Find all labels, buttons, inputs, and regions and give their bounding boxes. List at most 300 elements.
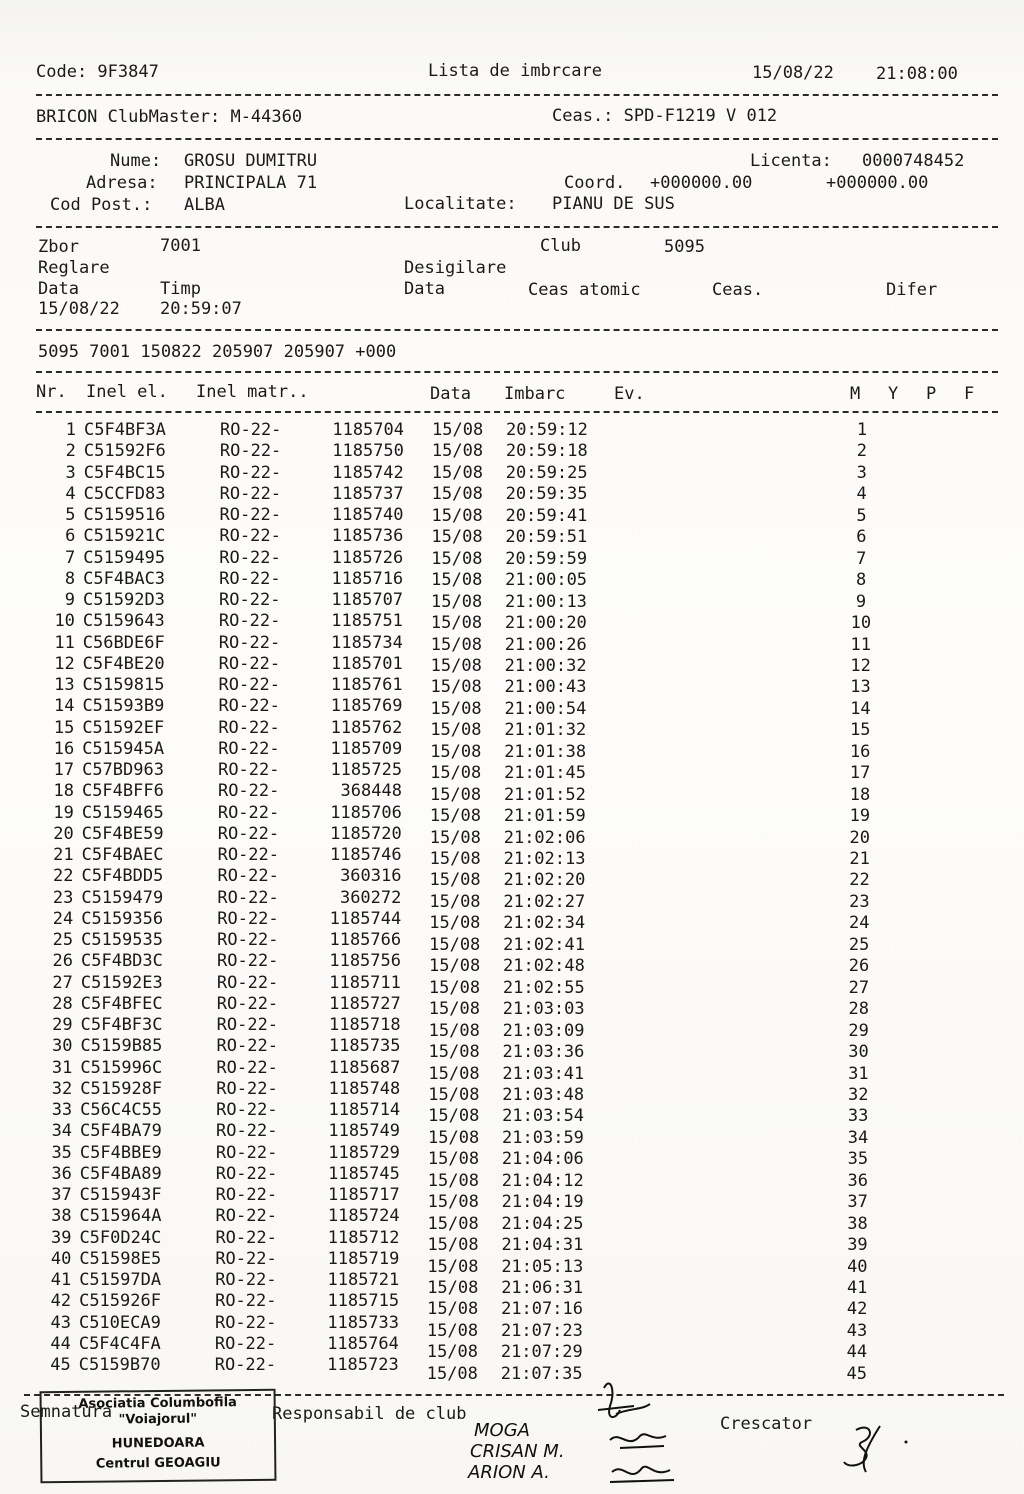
row-inel-matr: 1185709: [330, 738, 403, 759]
row-data: 15/08: [431, 462, 483, 483]
row-data: 15/08: [431, 441, 484, 462]
row-inel-prefix: RO-22-: [216, 972, 279, 993]
row-inel-prefix: RO-22-: [216, 1121, 278, 1142]
row-data: 15/08: [428, 1063, 480, 1084]
row-inel-matr: 1185749: [328, 1121, 401, 1142]
row-inel-prefix: RO-22-: [214, 1333, 277, 1354]
table-row: [0, 1333, 1024, 1363]
table-row: [0, 802, 1024, 827]
row-data: 15/08: [428, 1106, 480, 1127]
row-m: 12: [850, 655, 871, 676]
row-inel-el: C5F4BD3C: [81, 951, 163, 972]
row-inel-el: C51597DA: [79, 1270, 162, 1290]
divider: [36, 226, 998, 228]
row-nr: 24: [52, 908, 74, 929]
table-row: [0, 1312, 1024, 1341]
zbor-label: Zbor: [38, 237, 79, 257]
table-row: [0, 1355, 1024, 1384]
row-inel-matr: 1185762: [330, 717, 403, 738]
row-nr: 21: [53, 845, 74, 865]
row-m: 17: [849, 763, 871, 784]
row-nr: 25: [52, 930, 74, 950]
nume-value: GROSU DUMITRU: [184, 151, 318, 171]
col-ev: Ev.: [614, 384, 645, 404]
row-inel-matr: 1185706: [330, 802, 402, 823]
row-inel-matr: 1185735: [328, 1036, 401, 1057]
row-inel-el: C5159535: [81, 930, 163, 950]
table-row: [0, 1248, 1024, 1277]
signature-name-3: ARION A.: [468, 1462, 550, 1483]
table-row: [0, 718, 1024, 739]
row-inel-prefix: RO-22-: [219, 505, 281, 525]
row-inel-prefix: RO-22-: [217, 802, 280, 823]
row-inel-prefix: RO-22-: [219, 590, 281, 610]
row-data: 15/08: [428, 1020, 480, 1041]
row-imbarc-time: 21:07:23: [500, 1320, 583, 1341]
row-inel-matr: 1185740: [331, 505, 404, 525]
row-m: 7: [856, 548, 867, 569]
row-m: 4: [856, 484, 867, 505]
row-imbarc-time: 21:03:03: [502, 999, 585, 1020]
row-m: 43: [846, 1320, 868, 1341]
localitate-value: PIANU DE SUS: [552, 194, 675, 214]
row-data: 15/08: [426, 1342, 479, 1363]
row-nr: 16: [53, 738, 75, 759]
adresa-label: Adresa:: [86, 173, 158, 193]
row-imbarc-time: 21:00:20: [504, 613, 587, 634]
row-inel-matr: 1185750: [332, 441, 404, 462]
row-inel-el: C5F0D24C: [79, 1227, 162, 1248]
row-imbarc-time: 21:03:36: [502, 1042, 585, 1063]
row-inel-matr: 360272: [339, 887, 402, 908]
row-nr: 39: [50, 1227, 72, 1248]
row-m: 20: [849, 827, 870, 848]
row-data: 15/08: [430, 698, 482, 719]
row-nr: 3: [65, 462, 76, 483]
row-nr: 1: [65, 420, 76, 440]
row-data: 15/08: [428, 1084, 480, 1105]
row-m: 15: [850, 720, 871, 741]
row-m: 36: [847, 1170, 869, 1191]
row-imbarc-time: 21:04:12: [501, 1170, 584, 1191]
row-inel-prefix: RO-22-: [218, 738, 280, 759]
signature-name-2: CRISAN M.: [470, 1441, 565, 1462]
header-date: 15/08/22: [752, 63, 834, 83]
row-inel-el: C5159356: [81, 908, 164, 929]
row-data: 15/08: [430, 741, 482, 762]
row-imbarc-time: 21:03:09: [502, 1020, 585, 1041]
row-nr: 41: [50, 1270, 72, 1290]
row-inel-prefix: RO-22-: [216, 993, 279, 1014]
row-nr: 6: [65, 526, 76, 547]
row-nr: 31: [51, 1057, 73, 1078]
row-data: 15/08: [427, 1278, 479, 1298]
row-inel-prefix: RO-22-: [215, 1227, 277, 1248]
row-inel-matr: 1185726: [331, 547, 404, 568]
row-inel-el: C5159643: [82, 611, 165, 632]
table-row: [0, 993, 1024, 1020]
row-imbarc-time: 20:59:12: [506, 420, 588, 440]
table-row: [0, 887, 1024, 912]
club-value: 5095: [664, 237, 705, 257]
row-nr: 27: [52, 972, 73, 993]
row-nr: 20: [53, 823, 74, 844]
row-nr: 19: [53, 802, 74, 823]
row-inel-matr: 1185687: [328, 1057, 401, 1078]
row-m: 28: [848, 999, 869, 1020]
row-inel-matr: 1185736: [331, 526, 404, 547]
table-row: [0, 866, 1024, 891]
row-inel-el: C57BD963: [82, 760, 164, 780]
row-m: 35: [847, 1149, 869, 1170]
table-row: [0, 908, 1024, 934]
col-m: M: [850, 384, 861, 404]
flight-code-line: 5095 7001 150822 205907 205907 +000: [38, 342, 397, 362]
table-row: [0, 951, 1024, 977]
row-inel-matr: 1185729: [328, 1142, 400, 1163]
row-inel-matr: 368448: [340, 781, 402, 802]
row-nr: 2: [65, 441, 76, 462]
row-inel-el: C515928F: [80, 1078, 163, 1099]
stamp-line-2: "Voiajorul": [118, 1411, 198, 1428]
row-inel-matr: 1185712: [327, 1227, 400, 1248]
reglare-data-value: 15/08/22: [38, 299, 120, 319]
row-imbarc-time: 21:00:13: [505, 591, 587, 612]
row-inel-prefix: RO-22-: [218, 611, 281, 632]
row-imbarc-time: 21:00:05: [505, 570, 588, 591]
row-imbarc-time: 20:59:59: [505, 548, 588, 569]
row-nr: 40: [50, 1248, 72, 1269]
row-imbarc-time: 21:02:48: [503, 956, 585, 977]
table-row: [0, 1121, 1024, 1148]
row-imbarc-time: 21:00:43: [504, 677, 587, 698]
row-inel-el: C56C4C55: [80, 1100, 163, 1120]
row-inel-matr: 1185721: [327, 1270, 400, 1290]
row-m: 34: [847, 1127, 869, 1148]
row-m: 45: [846, 1363, 867, 1384]
table-row: [0, 696, 1024, 717]
table-row: [0, 1078, 1024, 1105]
row-inel-el: C5159516: [83, 505, 166, 525]
row-data: 15/08: [427, 1213, 479, 1234]
row-inel-prefix: RO-22-: [215, 1270, 277, 1290]
desigilare-data-label: Data: [404, 279, 445, 299]
row-data: 15/08: [427, 1235, 479, 1256]
row-imbarc-time: 21:00:32: [504, 655, 587, 676]
table-row: [0, 654, 1024, 675]
row-inel-matr: 1185748: [328, 1078, 401, 1099]
table-row: [0, 463, 1024, 484]
row-imbarc-time: 21:01:52: [503, 784, 586, 805]
row-imbarc-time: 21:02:34: [503, 913, 586, 934]
row-inel-matr: 1185742: [332, 462, 404, 483]
row-nr: 12: [54, 653, 75, 674]
row-inel-el: C5159B85: [80, 1036, 163, 1057]
coord-value-2: +000000.00: [826, 173, 929, 193]
row-inel-matr: 1185751: [331, 611, 403, 632]
row-inel-el: C5F4BF3C: [80, 1015, 163, 1035]
row-imbarc-time: 21:04:25: [501, 1213, 584, 1234]
row-data: 15/08: [429, 806, 482, 827]
row-inel-matr: 1185744: [329, 908, 402, 929]
row-data: 15/08: [429, 784, 482, 805]
row-nr: 36: [51, 1163, 72, 1184]
row-data: 15/08: [430, 634, 482, 655]
row-m: 41: [846, 1278, 868, 1298]
row-m: 16: [849, 741, 871, 762]
row-inel-prefix: RO-22-: [218, 632, 281, 653]
row-data: 15/08: [431, 570, 483, 591]
row-inel-prefix: RO-22-: [220, 420, 282, 440]
table-row: [0, 845, 1024, 869]
row-inel-prefix: RO-22-: [218, 696, 280, 717]
row-data: 15/08: [428, 977, 481, 998]
signature-name-1: MOGA: [474, 1420, 530, 1441]
row-m: 21: [849, 849, 870, 869]
stamp-line-3: HUNEDOARA: [111, 1435, 205, 1452]
row-m: 18: [849, 784, 871, 805]
row-inel-el: C5F4BFEC: [80, 993, 163, 1014]
document-title: Lista de imbrcare: [428, 61, 602, 81]
row-nr: 17: [53, 760, 75, 780]
row-inel-el: C5159465: [81, 802, 164, 823]
row-m: 33: [847, 1106, 869, 1127]
table-row: [0, 526, 1024, 547]
col-inel-el: Inel el.: [86, 382, 168, 402]
row-data: 15/08: [427, 1170, 479, 1191]
row-nr: 5: [65, 505, 76, 525]
row-imbarc-time: 21:01:32: [504, 720, 587, 741]
row-data: 15/08: [427, 1192, 479, 1213]
row-inel-matr: 1185756: [329, 951, 401, 972]
zbor-value: 7001: [160, 236, 201, 256]
row-data: 15/08: [429, 891, 481, 912]
row-inel-prefix: RO-22-: [215, 1248, 277, 1269]
row-nr: 43: [50, 1312, 71, 1333]
row-inel-prefix: RO-22-: [219, 568, 281, 589]
row-nr: 22: [53, 866, 74, 887]
row-inel-el: C5F4BE20: [82, 653, 165, 674]
row-m: 26: [848, 956, 870, 977]
table-row: [0, 1206, 1024, 1234]
coord-label: Coord.: [564, 173, 626, 193]
row-inel-matr: 360316: [340, 866, 402, 887]
row-nr: 10: [54, 611, 75, 632]
table-row: [0, 633, 1024, 654]
row-imbarc-time: 21:05:13: [501, 1256, 584, 1277]
row-inel-matr: 1185711: [329, 972, 401, 993]
row-m: 24: [848, 913, 870, 934]
reglare-timp-label: Timp: [160, 279, 201, 299]
row-imbarc-time: 21:03:48: [502, 1084, 585, 1105]
row-m: 38: [847, 1213, 868, 1234]
row-inel-prefix: RO-22-: [217, 823, 280, 844]
row-imbarc-time: 21:04:31: [501, 1235, 584, 1256]
row-m: 40: [847, 1256, 868, 1277]
row-m: 44: [846, 1342, 868, 1363]
row-nr: 44: [50, 1333, 71, 1354]
row-inel-el: C5CCFD83: [83, 483, 166, 504]
licenta-label: Licenta:: [750, 151, 832, 171]
row-inel-prefix: RO-22-: [217, 951, 279, 972]
row-nr: 34: [51, 1121, 73, 1142]
row-nr: 14: [53, 696, 75, 717]
table-row: [0, 739, 1024, 760]
club-label: Club: [540, 236, 581, 256]
row-imbarc-time: 21:07:16: [501, 1299, 583, 1320]
row-imbarc-time: 21:06:31: [501, 1278, 584, 1298]
col-y: Y: [888, 384, 899, 404]
row-inel-prefix: RO-22-: [216, 1078, 278, 1099]
row-inel-matr: 1185737: [331, 483, 404, 504]
row-inel-matr: 1185764: [327, 1333, 399, 1354]
row-inel-el: C515996C: [80, 1057, 163, 1078]
row-inel-prefix: RO-22-: [217, 866, 279, 887]
row-inel-matr: 1185745: [328, 1163, 400, 1184]
row-data: 15/08: [427, 1149, 480, 1170]
row-inel-el: C515921C: [83, 526, 166, 547]
row-m: 5: [856, 505, 867, 526]
row-inel-matr: 1185720: [330, 823, 402, 844]
row-imbarc-time: 21:02:41: [503, 934, 585, 955]
codpost-value: ALBA: [184, 195, 225, 215]
row-imbarc-time: 21:00:54: [504, 698, 587, 719]
table-row: [0, 1291, 1024, 1320]
row-inel-el: C5F4BF3A: [84, 420, 166, 440]
licenta-value: 0000748452: [862, 151, 965, 171]
row-imbarc-time: 21:02:06: [503, 827, 586, 848]
row-data: 15/08: [428, 1127, 480, 1148]
responsabil-label: Responsabil de club: [272, 1404, 467, 1424]
row-inel-prefix: RO-22-: [215, 1206, 277, 1227]
table-row: [0, 760, 1024, 784]
row-nr: 15: [53, 717, 75, 738]
row-inel-el: C5159B70: [78, 1355, 161, 1375]
row-imbarc-time: 21:02:13: [503, 849, 586, 869]
row-inel-prefix: RO-22-: [215, 1185, 278, 1205]
row-imbarc-time: 20:59:35: [505, 484, 588, 505]
row-inel-prefix: RO-22-: [219, 462, 282, 483]
row-nr: 42: [50, 1291, 72, 1312]
table-row: [0, 823, 1024, 848]
ceas-id: Ceas.: SPD-F1219 V 012: [552, 106, 778, 126]
row-data: 15/08: [429, 913, 481, 934]
row-data: 15/08: [429, 827, 481, 848]
row-inel-el: C5159815: [82, 675, 165, 695]
codpost-label: Cod Post.:: [50, 195, 153, 215]
row-imbarc-time: 21:02:20: [503, 870, 586, 891]
row-inel-el: C5F4BC15: [83, 462, 166, 483]
row-inel-matr: 1185746: [329, 845, 402, 865]
row-inel-prefix: RO-22-: [216, 1015, 279, 1035]
row-nr: 33: [51, 1100, 73, 1120]
row-imbarc-time: 20:59:18: [505, 441, 588, 462]
row-m: 32: [848, 1084, 869, 1105]
row-m: 8: [856, 570, 867, 591]
row-inel-prefix: RO-22-: [219, 526, 281, 547]
row-m: 30: [848, 1042, 869, 1063]
crescator-signature: [836, 1418, 916, 1478]
row-data: 15/08: [426, 1363, 478, 1384]
row-inel-matr: 1185766: [329, 930, 402, 950]
row-imbarc-time: 21:01:45: [504, 763, 586, 784]
row-m: 42: [846, 1299, 868, 1320]
row-inel-prefix: RO-22-: [216, 1057, 278, 1078]
table-row: [0, 1270, 1024, 1298]
reglare-data-label: Data: [38, 279, 79, 299]
row-data: 15/08: [428, 1042, 480, 1063]
row-inel-prefix: RO-22-: [215, 1163, 278, 1184]
row-inel-el: C510ECA9: [78, 1312, 161, 1333]
stamp-line-4: Centrul GEOAGIU: [95, 1455, 221, 1472]
row-inel-prefix: RO-22-: [217, 781, 280, 802]
row-data: 15/08: [430, 720, 482, 741]
row-data: 15/08: [429, 934, 481, 955]
divider: [36, 94, 998, 96]
row-nr: 38: [51, 1206, 72, 1227]
adresa-value: PRINCIPALA 71: [184, 173, 318, 193]
row-m: 37: [847, 1192, 868, 1213]
row-inel-prefix: RO-22-: [218, 717, 280, 738]
row-nr: 18: [53, 781, 74, 802]
row-inel-prefix: RO-22-: [219, 441, 282, 462]
row-imbarc-time: 21:04:06: [501, 1149, 584, 1170]
table-row: [0, 611, 1024, 632]
col-inel-matr: Inel matr..: [196, 382, 309, 402]
row-inel-el: C5F4BA89: [79, 1163, 162, 1184]
row-inel-prefix: RO-22-: [217, 845, 280, 865]
divider: [36, 371, 998, 373]
row-nr: 28: [52, 993, 73, 1014]
row-inel-prefix: RO-22-: [215, 1142, 278, 1163]
row-imbarc-time: 20:59:51: [505, 527, 588, 548]
table-row: [0, 1142, 1024, 1170]
table-row: [0, 781, 1024, 805]
row-inel-el: C5F4BDD5: [81, 866, 164, 887]
row-inel-el: C5F4BA79: [80, 1121, 162, 1142]
table-row: [0, 675, 1024, 696]
bricon-clubmaster: BRICON ClubMaster: M-44360: [36, 107, 303, 127]
table-row: [0, 420, 1024, 441]
row-inel-matr: 1185761: [330, 675, 403, 695]
table-row: [0, 548, 1024, 569]
table-row: [0, 1227, 1024, 1256]
row-m: 31: [848, 1063, 869, 1084]
row-inel-prefix: RO-22-: [214, 1312, 277, 1333]
row-inel-el: C5F4C4FA: [78, 1333, 161, 1354]
row-data: 15/08: [431, 484, 483, 505]
row-m: 14: [850, 698, 871, 719]
row-inel-prefix: RO-22-: [217, 908, 279, 929]
row-imbarc-time: 20:59:25: [505, 462, 588, 483]
row-inel-el: C51593B9: [82, 696, 165, 717]
row-inel-prefix: RO-22-: [219, 547, 281, 568]
row-inel-el: C5F4BAC3: [83, 568, 166, 589]
row-inel-el: C515943F: [79, 1185, 162, 1205]
row-nr: 23: [52, 887, 74, 908]
row-m: 11: [850, 634, 872, 655]
signature-scribble: [590, 1370, 710, 1494]
row-nr: 13: [54, 675, 75, 695]
row-inel-el: C51592E3: [80, 972, 163, 993]
row-inel-prefix: RO-22-: [215, 1291, 277, 1312]
row-inel-prefix: RO-22-: [217, 930, 279, 950]
table-row: [0, 441, 1024, 462]
row-imbarc-time: 20:59:41: [505, 505, 588, 526]
row-data: 15/08: [429, 849, 481, 869]
row-inel-matr: 1185734: [331, 632, 403, 653]
row-imbarc-time: 21:03:41: [502, 1063, 585, 1084]
